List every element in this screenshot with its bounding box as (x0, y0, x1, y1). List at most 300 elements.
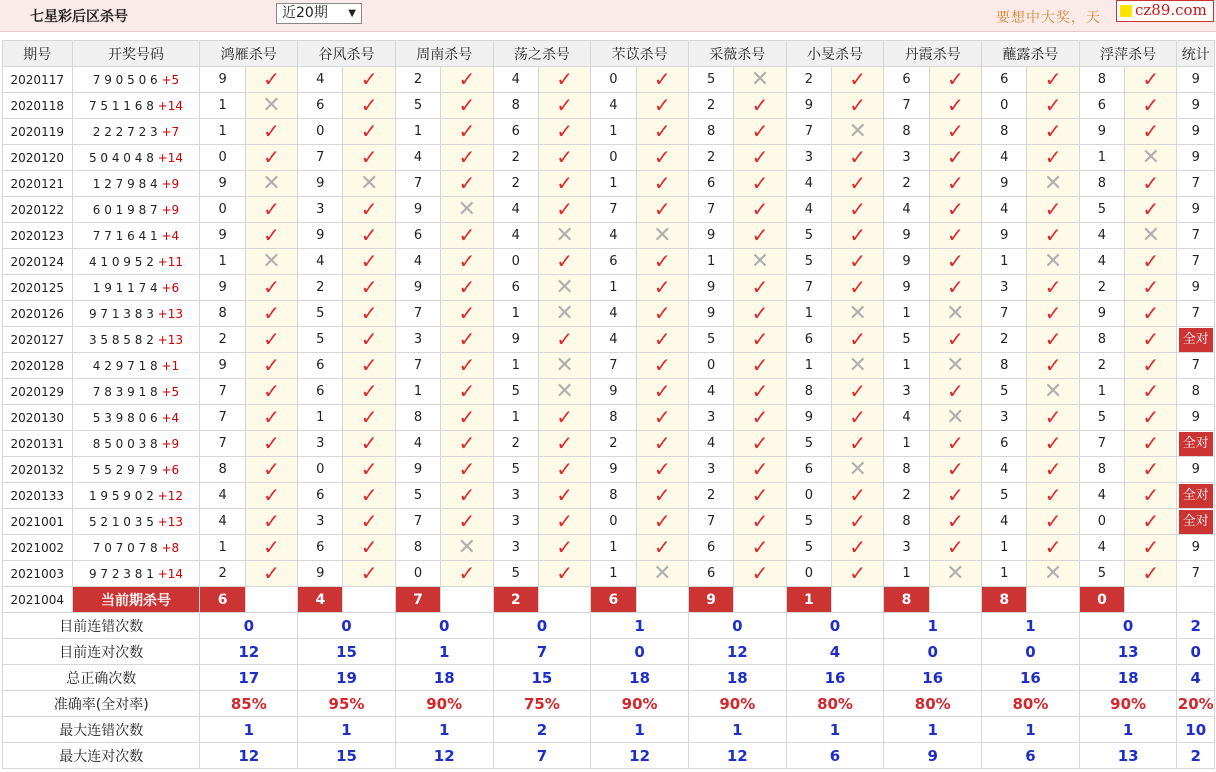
check-icon: ✓ (360, 119, 378, 143)
pick-number-cell: 8 (884, 457, 929, 483)
period-select[interactable] (276, 3, 362, 24)
pick-number-cell: 1 (884, 561, 929, 587)
pick-result-cell (636, 301, 688, 327)
check-icon: ✓ (947, 379, 964, 403)
pick-result-cell (538, 93, 590, 119)
pick-result-cell (245, 171, 297, 197)
pick-number-cell: 4 (786, 197, 831, 223)
pick-result-cell (929, 275, 981, 301)
pick-result-cell (245, 145, 297, 171)
pick-number-cell: 1 (884, 353, 929, 379)
check-icon: ✓ (263, 509, 280, 533)
check-icon: ✓ (263, 405, 280, 429)
check-icon: ✓ (1142, 379, 1160, 403)
pick-number-cell: 0 (591, 509, 636, 535)
table-row (3, 275, 1215, 301)
check-icon: ✓ (360, 145, 378, 169)
pick-result-cell (734, 457, 786, 483)
pick-result-cell (245, 483, 297, 509)
check-icon: ✓ (653, 119, 671, 143)
pick-result-cell (1027, 431, 1079, 457)
page-title: 七星彩后区杀号 (30, 9, 128, 25)
draw-cell (72, 457, 200, 483)
check-icon: ✓ (653, 535, 671, 559)
pick-number-cell: 5 (884, 327, 929, 353)
draw-cell (72, 561, 200, 587)
check-icon: ✓ (458, 249, 476, 273)
check-icon: ✓ (1142, 561, 1160, 585)
col-expert: 鸿雁杀号 (200, 41, 298, 67)
pick-result-cell (734, 509, 786, 535)
pick-number-cell: 9 (1079, 119, 1124, 145)
check-icon: ✓ (1142, 249, 1160, 273)
check-icon: ✓ (1044, 405, 1062, 429)
stats-value: 12 (688, 743, 786, 769)
pick-result-cell (343, 93, 395, 119)
check-icon: ✓ (849, 327, 867, 351)
table-row (3, 197, 1215, 223)
check-icon: ✓ (458, 561, 476, 585)
pick-result-cell (1125, 275, 1177, 301)
cross-icon: ✕ (262, 92, 281, 118)
pick-result-cell (1125, 483, 1177, 509)
pick-number-cell: 0 (786, 483, 831, 509)
pick-number-cell: 2 (884, 483, 929, 509)
pick-number-cell: 3 (493, 535, 538, 561)
stats-value: 12 (200, 639, 298, 665)
check-icon: ✓ (1142, 457, 1160, 481)
kill-number-table (2, 40, 1215, 769)
pick-number-cell: 9 (688, 275, 733, 301)
pick-number-cell: 4 (982, 145, 1027, 171)
draw-numbers: 3 5 8 5 8 2 (88, 332, 154, 347)
pick-number-cell: 1 (884, 301, 929, 327)
check-icon: ✓ (947, 483, 964, 507)
pick-result-cell (245, 405, 297, 431)
current-pick-blank (245, 587, 297, 613)
site-logo[interactable] (1116, 0, 1214, 22)
check-icon: ✓ (263, 327, 280, 351)
check-icon: ✓ (1142, 405, 1160, 429)
pick-number-cell: 0 (493, 249, 538, 275)
pick-result-cell (832, 483, 884, 509)
stat-cell (1177, 509, 1215, 535)
stats-value: 13 (1079, 743, 1177, 769)
cross-icon: ✕ (555, 378, 574, 404)
pick-result-cell (832, 561, 884, 587)
table-row (3, 327, 1215, 353)
check-icon: ✓ (360, 301, 378, 325)
check-icon: ✓ (1044, 301, 1062, 325)
draw-cell (72, 93, 200, 119)
table-row (3, 145, 1215, 171)
pick-result-cell (1125, 197, 1177, 223)
draw-numbers: 8 5 0 0 3 8 (92, 436, 158, 451)
draw-cell (72, 327, 200, 353)
pick-number-cell: 9 (395, 197, 440, 223)
stats-value: 2 (493, 717, 591, 743)
check-icon: ✓ (1142, 509, 1160, 533)
pick-number-cell: 1 (591, 119, 636, 145)
table-row (3, 483, 1215, 509)
pick-result-cell (245, 353, 297, 379)
stats-row (3, 613, 1215, 639)
draw-plus: +6 (161, 280, 180, 295)
draw-plus: +13 (157, 306, 183, 321)
pick-result-cell (538, 353, 590, 379)
check-icon: ✓ (849, 93, 867, 117)
draw-numbers: 5 5 2 9 7 9 (92, 462, 158, 477)
all-correct-badge: 全对 (1179, 432, 1213, 456)
pick-result-cell (1125, 457, 1177, 483)
cross-icon: ✕ (457, 196, 477, 222)
check-icon: ✓ (1142, 535, 1160, 559)
check-icon: ✓ (751, 275, 769, 299)
pick-result-cell (538, 223, 590, 249)
pick-number-cell: 5 (493, 457, 538, 483)
draw-numbers: 1 9 5 9 0 2 (88, 488, 154, 503)
check-icon: ✓ (849, 171, 867, 195)
pick-result-cell (1027, 327, 1079, 353)
stats-value: 15 (493, 665, 591, 691)
pick-number-cell: 4 (688, 431, 733, 457)
table-row (3, 67, 1215, 93)
pick-number-cell: 5 (786, 249, 831, 275)
stats-value: 13 (1079, 639, 1177, 665)
pick-result-cell (832, 93, 884, 119)
stats-value: 80% (884, 691, 982, 717)
pick-number-cell: 6 (688, 171, 733, 197)
stats-total: 20% (1177, 691, 1215, 717)
check-icon: ✓ (751, 405, 769, 429)
pick-result-cell (1125, 93, 1177, 119)
pick-number-cell: 8 (1079, 457, 1124, 483)
issue-cell: 2020132 (3, 457, 73, 483)
check-icon: ✓ (556, 431, 573, 455)
draw-cell (72, 275, 200, 301)
check-icon: ✓ (458, 301, 476, 325)
draw-cell (72, 353, 200, 379)
pick-number-cell: 9 (200, 67, 245, 93)
pick-result-cell (441, 67, 493, 93)
pick-number-cell: 6 (982, 67, 1027, 93)
check-icon: ✓ (1044, 67, 1062, 91)
draw-numbers: 7 0 7 0 7 8 (92, 540, 158, 555)
pick-result-cell (734, 405, 786, 431)
pick-result-cell (832, 535, 884, 561)
stats-total: 0 (1177, 639, 1215, 665)
pick-result-cell (1027, 379, 1079, 405)
check-icon: ✓ (751, 431, 769, 455)
pick-number-cell: 9 (395, 457, 440, 483)
cross-icon: ✕ (555, 222, 574, 248)
check-icon: ✓ (751, 561, 769, 585)
pick-number-cell: 5 (786, 535, 831, 561)
pick-result-cell (538, 275, 590, 301)
check-icon: ✓ (1142, 275, 1160, 299)
pick-result-cell (1125, 171, 1177, 197)
stats-value: 1 (591, 613, 689, 639)
pick-result-cell (929, 561, 981, 587)
pick-number-cell: 4 (395, 431, 440, 457)
stats-value: 0 (1079, 613, 1177, 639)
cross-icon: ✕ (946, 352, 965, 378)
pick-number-cell: 5 (493, 561, 538, 587)
check-icon: ✓ (1142, 431, 1160, 455)
pick-result-cell (734, 145, 786, 171)
stats-value: 90% (1079, 691, 1177, 717)
stat-cell: 9 (1177, 275, 1215, 301)
pick-result-cell (929, 249, 981, 275)
stat-cell: 7 (1177, 171, 1215, 197)
pick-number-cell: 4 (591, 301, 636, 327)
pick-result-cell (734, 171, 786, 197)
pick-number-cell: 1 (395, 379, 440, 405)
stats-value: 0 (786, 613, 884, 639)
pick-result-cell (245, 301, 297, 327)
pick-result-cell (343, 223, 395, 249)
pick-result-cell (441, 249, 493, 275)
pick-number-cell: 5 (1079, 197, 1124, 223)
col-expert: 周南杀号 (395, 41, 493, 67)
pick-result-cell (636, 379, 688, 405)
current-pick-blank (538, 587, 590, 613)
check-icon: ✓ (751, 457, 769, 481)
issue-cell: 2021003 (3, 561, 73, 587)
stats-value: 17 (200, 665, 298, 691)
pick-result-cell (734, 327, 786, 353)
check-icon: ✓ (360, 509, 378, 533)
pick-number-cell: 9 (688, 301, 733, 327)
draw-numbers: 5 3 9 8 0 6 (92, 410, 158, 425)
check-icon: ✓ (263, 145, 280, 169)
table-row (3, 119, 1215, 145)
check-icon: ✓ (458, 93, 476, 117)
pick-number-cell: 4 (591, 327, 636, 353)
issue-cell: 2020122 (3, 197, 73, 223)
pick-number-cell: 7 (982, 301, 1027, 327)
check-icon: ✓ (1142, 93, 1160, 117)
pick-number-cell: 0 (591, 145, 636, 171)
pick-number-cell: 6 (982, 431, 1027, 457)
pick-result-cell (245, 561, 297, 587)
pick-result-cell (832, 405, 884, 431)
stats-value: 16 (786, 665, 884, 691)
check-icon: ✓ (1142, 171, 1160, 195)
draw-cell (72, 483, 200, 509)
stats-total: 2 (1177, 613, 1215, 639)
pick-result-cell (441, 223, 493, 249)
pick-result-cell (929, 353, 981, 379)
current-pick-number: 8 (982, 587, 1027, 613)
pick-number-cell: 4 (591, 93, 636, 119)
draw-plus: +11 (157, 254, 183, 269)
issue-cell: 2020128 (3, 353, 73, 379)
check-icon: ✓ (1044, 223, 1062, 247)
pick-number-cell: 4 (298, 249, 343, 275)
stats-label: 目前连错次数 (3, 613, 200, 639)
pick-number-cell: 9 (591, 379, 636, 405)
check-icon: ✓ (263, 301, 280, 325)
pick-result-cell (1125, 405, 1177, 431)
stats-value: 18 (591, 665, 689, 691)
check-icon: ✓ (1044, 197, 1062, 221)
stats-value: 1 (884, 717, 982, 743)
cross-icon: ✕ (848, 456, 867, 482)
pick-result-cell (245, 67, 297, 93)
stat-cell: 7 (1177, 561, 1215, 587)
pick-number-cell: 8 (1079, 67, 1124, 93)
check-icon: ✓ (849, 483, 867, 507)
table-row (3, 509, 1215, 535)
pick-result-cell (343, 171, 395, 197)
pick-number-cell: 5 (395, 93, 440, 119)
pick-number-cell: 3 (298, 431, 343, 457)
check-icon: ✓ (653, 353, 671, 377)
pick-result-cell (245, 197, 297, 223)
draw-numbers: 7 9 0 5 0 6 (92, 72, 158, 87)
pick-result-cell (832, 223, 884, 249)
pick-result-cell (1027, 561, 1079, 587)
pick-number-cell: 8 (395, 405, 440, 431)
table-row (3, 561, 1215, 587)
pick-number-cell: 5 (688, 327, 733, 353)
pick-number-cell: 4 (493, 223, 538, 249)
pick-result-cell (1125, 509, 1177, 535)
draw-cell (72, 301, 200, 327)
check-icon: ✓ (947, 119, 964, 143)
check-icon: ✓ (360, 275, 378, 299)
check-icon: ✓ (849, 197, 867, 221)
pick-number-cell: 9 (200, 171, 245, 197)
current-pick-number: 8 (884, 587, 929, 613)
pick-number-cell: 6 (298, 535, 343, 561)
stat-cell: 9 (1177, 93, 1215, 119)
promo-text[interactable]: 要想中大奖，天 (996, 10, 1101, 26)
pick-result-cell (441, 457, 493, 483)
pick-number-cell: 4 (884, 405, 929, 431)
stats-value: 1 (1079, 717, 1177, 743)
pick-result-cell (636, 327, 688, 353)
stats-value: 9 (884, 743, 982, 769)
pick-number-cell: 8 (786, 379, 831, 405)
issue-cell: 2020121 (3, 171, 73, 197)
pick-number-cell: 3 (884, 379, 929, 405)
pick-result-cell (441, 327, 493, 353)
pick-number-cell: 1 (591, 171, 636, 197)
pick-number-cell: 8 (884, 119, 929, 145)
pick-result-cell (1027, 171, 1079, 197)
pick-number-cell: 2 (982, 327, 1027, 353)
pick-result-cell (441, 379, 493, 405)
pick-number-cell: 9 (298, 561, 343, 587)
pick-number-cell: 1 (786, 353, 831, 379)
pick-number-cell: 7 (786, 275, 831, 301)
issue-cell: 2020130 (3, 405, 73, 431)
check-icon: ✓ (947, 223, 964, 247)
stat-cell: 7 (1177, 223, 1215, 249)
pick-result-cell (441, 145, 493, 171)
pick-result-cell (343, 535, 395, 561)
col-expert: 荡之杀号 (493, 41, 591, 67)
pick-result-cell (441, 561, 493, 587)
stats-value: 1 (395, 639, 493, 665)
current-pick-number: 0 (1079, 587, 1124, 613)
pick-result-cell (929, 483, 981, 509)
current-issue: 2021004 (3, 587, 73, 613)
check-icon: ✓ (360, 483, 378, 507)
cross-icon: ✕ (457, 534, 477, 560)
pick-number-cell: 4 (1079, 535, 1124, 561)
pick-number-cell: 7 (591, 197, 636, 223)
check-icon: ✓ (947, 249, 964, 273)
pick-number-cell: 7 (200, 379, 245, 405)
stats-value: 90% (591, 691, 689, 717)
pick-number-cell: 2 (688, 93, 733, 119)
pick-result-cell (441, 483, 493, 509)
pick-number-cell: 9 (884, 223, 929, 249)
pick-result-cell (343, 197, 395, 223)
check-icon: ✓ (263, 457, 280, 481)
pick-number-cell: 6 (493, 275, 538, 301)
pick-result-cell (538, 509, 590, 535)
pick-number-cell: 8 (395, 535, 440, 561)
pick-number-cell: 4 (1079, 483, 1124, 509)
pick-number-cell: 5 (1079, 405, 1124, 431)
pick-result-cell (538, 405, 590, 431)
pick-number-cell: 1 (298, 405, 343, 431)
stats-value: 1 (395, 717, 493, 743)
pick-result-cell (245, 535, 297, 561)
check-icon: ✓ (653, 301, 671, 325)
check-icon: ✓ (360, 561, 378, 585)
pick-result-cell (245, 457, 297, 483)
pick-number-cell: 1 (493, 405, 538, 431)
pick-number-cell: 6 (298, 93, 343, 119)
check-icon: ✓ (360, 327, 378, 351)
stats-row (3, 717, 1215, 743)
pick-result-cell (441, 535, 493, 561)
check-icon: ✓ (360, 353, 378, 377)
stats-value: 0 (493, 613, 591, 639)
stat-cell: 8 (1177, 379, 1215, 405)
table-row (3, 93, 1215, 119)
pick-number-cell: 5 (298, 301, 343, 327)
pick-number-cell: 2 (1079, 353, 1124, 379)
current-pick-blank (832, 587, 884, 613)
pick-number-cell: 2 (493, 145, 538, 171)
pick-result-cell (636, 197, 688, 223)
pick-number-cell: 9 (982, 223, 1027, 249)
pick-number-cell: 5 (493, 379, 538, 405)
pick-result-cell (929, 301, 981, 327)
check-icon: ✓ (458, 457, 476, 481)
current-pick-number: 1 (786, 587, 831, 613)
pick-result-cell (734, 431, 786, 457)
stats-value: 4 (786, 639, 884, 665)
cross-icon: ✕ (555, 352, 574, 378)
pick-number-cell: 9 (298, 223, 343, 249)
check-icon: ✓ (556, 561, 573, 585)
pick-number-cell: 4 (982, 457, 1027, 483)
pick-result-cell (734, 301, 786, 327)
draw-plus: +9 (161, 176, 180, 191)
stats-value: 95% (298, 691, 396, 717)
draw-cell (72, 509, 200, 535)
pick-number-cell: 5 (786, 431, 831, 457)
pick-result-cell (1027, 483, 1079, 509)
pick-result-cell (245, 119, 297, 145)
